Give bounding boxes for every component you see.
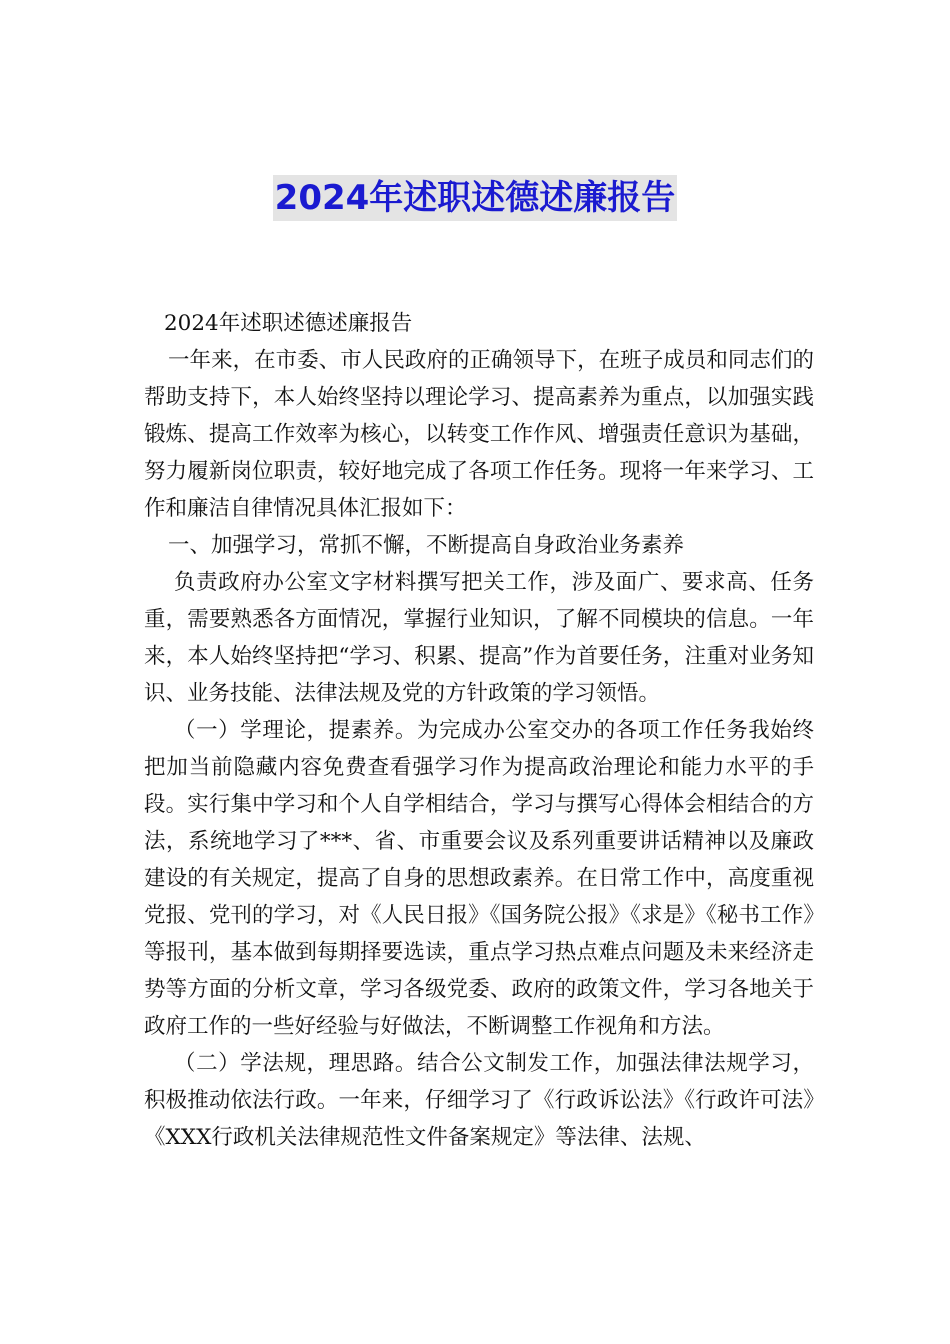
title-wrap	[0, 175, 950, 221]
section-heading-1: 一、加强学习，常抓不懈，不断提高自身政治业务素养	[168, 533, 685, 558]
paragraph-section-1: 负责政府办公室文字材料撰写把关工作，涉及面广、要求高、任务重，需要熟悉各方面情况，掌握行业知识，了解不同模块的信息。一年来，本人始终坚持把“学习、积累、提高”作为首要任务，注重对业务知识、业务技能、法律法规及党的方针政策的学习领悟。	[144, 570, 814, 706]
paragraph-subsection-1: （一）学理论，提素养。为完成办公室交办的各项工作任务我始终把加当前隐藏内容免费查看强学习作为提高政治理论和能力水平的手段。实行集中学习和个人自学相结合，学习与撰写心得体会相结合的方法，系统地学习了***、省、市重要会议及系列重要讲话精神以及廉政建设的有关规定，提高了自身的思想政素养。在日常工作中，高度重视党报、党刊的学习，对《人民日报》《国务院公报》《求是》《秘书工作》等报刊，基本做到每期择要选读，重点学习热点难点问题及未来经济走势等方面的分析文章，学习各级党委、政府的政策文件，学习各地关于政府工作的一些好经验与好做法，不断调整工作视角和方法。	[144, 718, 814, 1039]
document-body	[144, 305, 814, 1156]
paragraph-subsection-2: （二）学法规，理思路。结合公文制发工作，加强法律法规学习，积极推动依法行政。一年来，仔细学习了《行政诉讼法》《行政许可法》《XXX行政机关法律规范性文件备案规定》等法律、法规、	[144, 1051, 814, 1150]
paragraph-intro: 一年来，在市委、市人民政府的正确领导下，在班子成员和同志们的帮助支持下，本人始终坚持以理论学习、提高素养为重点，以加强实践锻炼、提高工作效率为核心，以转变工作作风、增强责任意识为基础，努力履新岗位职责，较好地完成了各项工作任务。现将一年来学习、工作和廉洁自律情况具体汇报如下：	[144, 348, 814, 521]
paragraph-heading: 2024年述职述德述廉报告	[164, 311, 413, 336]
document-title: 2024年述职述德述廉报告	[273, 175, 678, 221]
